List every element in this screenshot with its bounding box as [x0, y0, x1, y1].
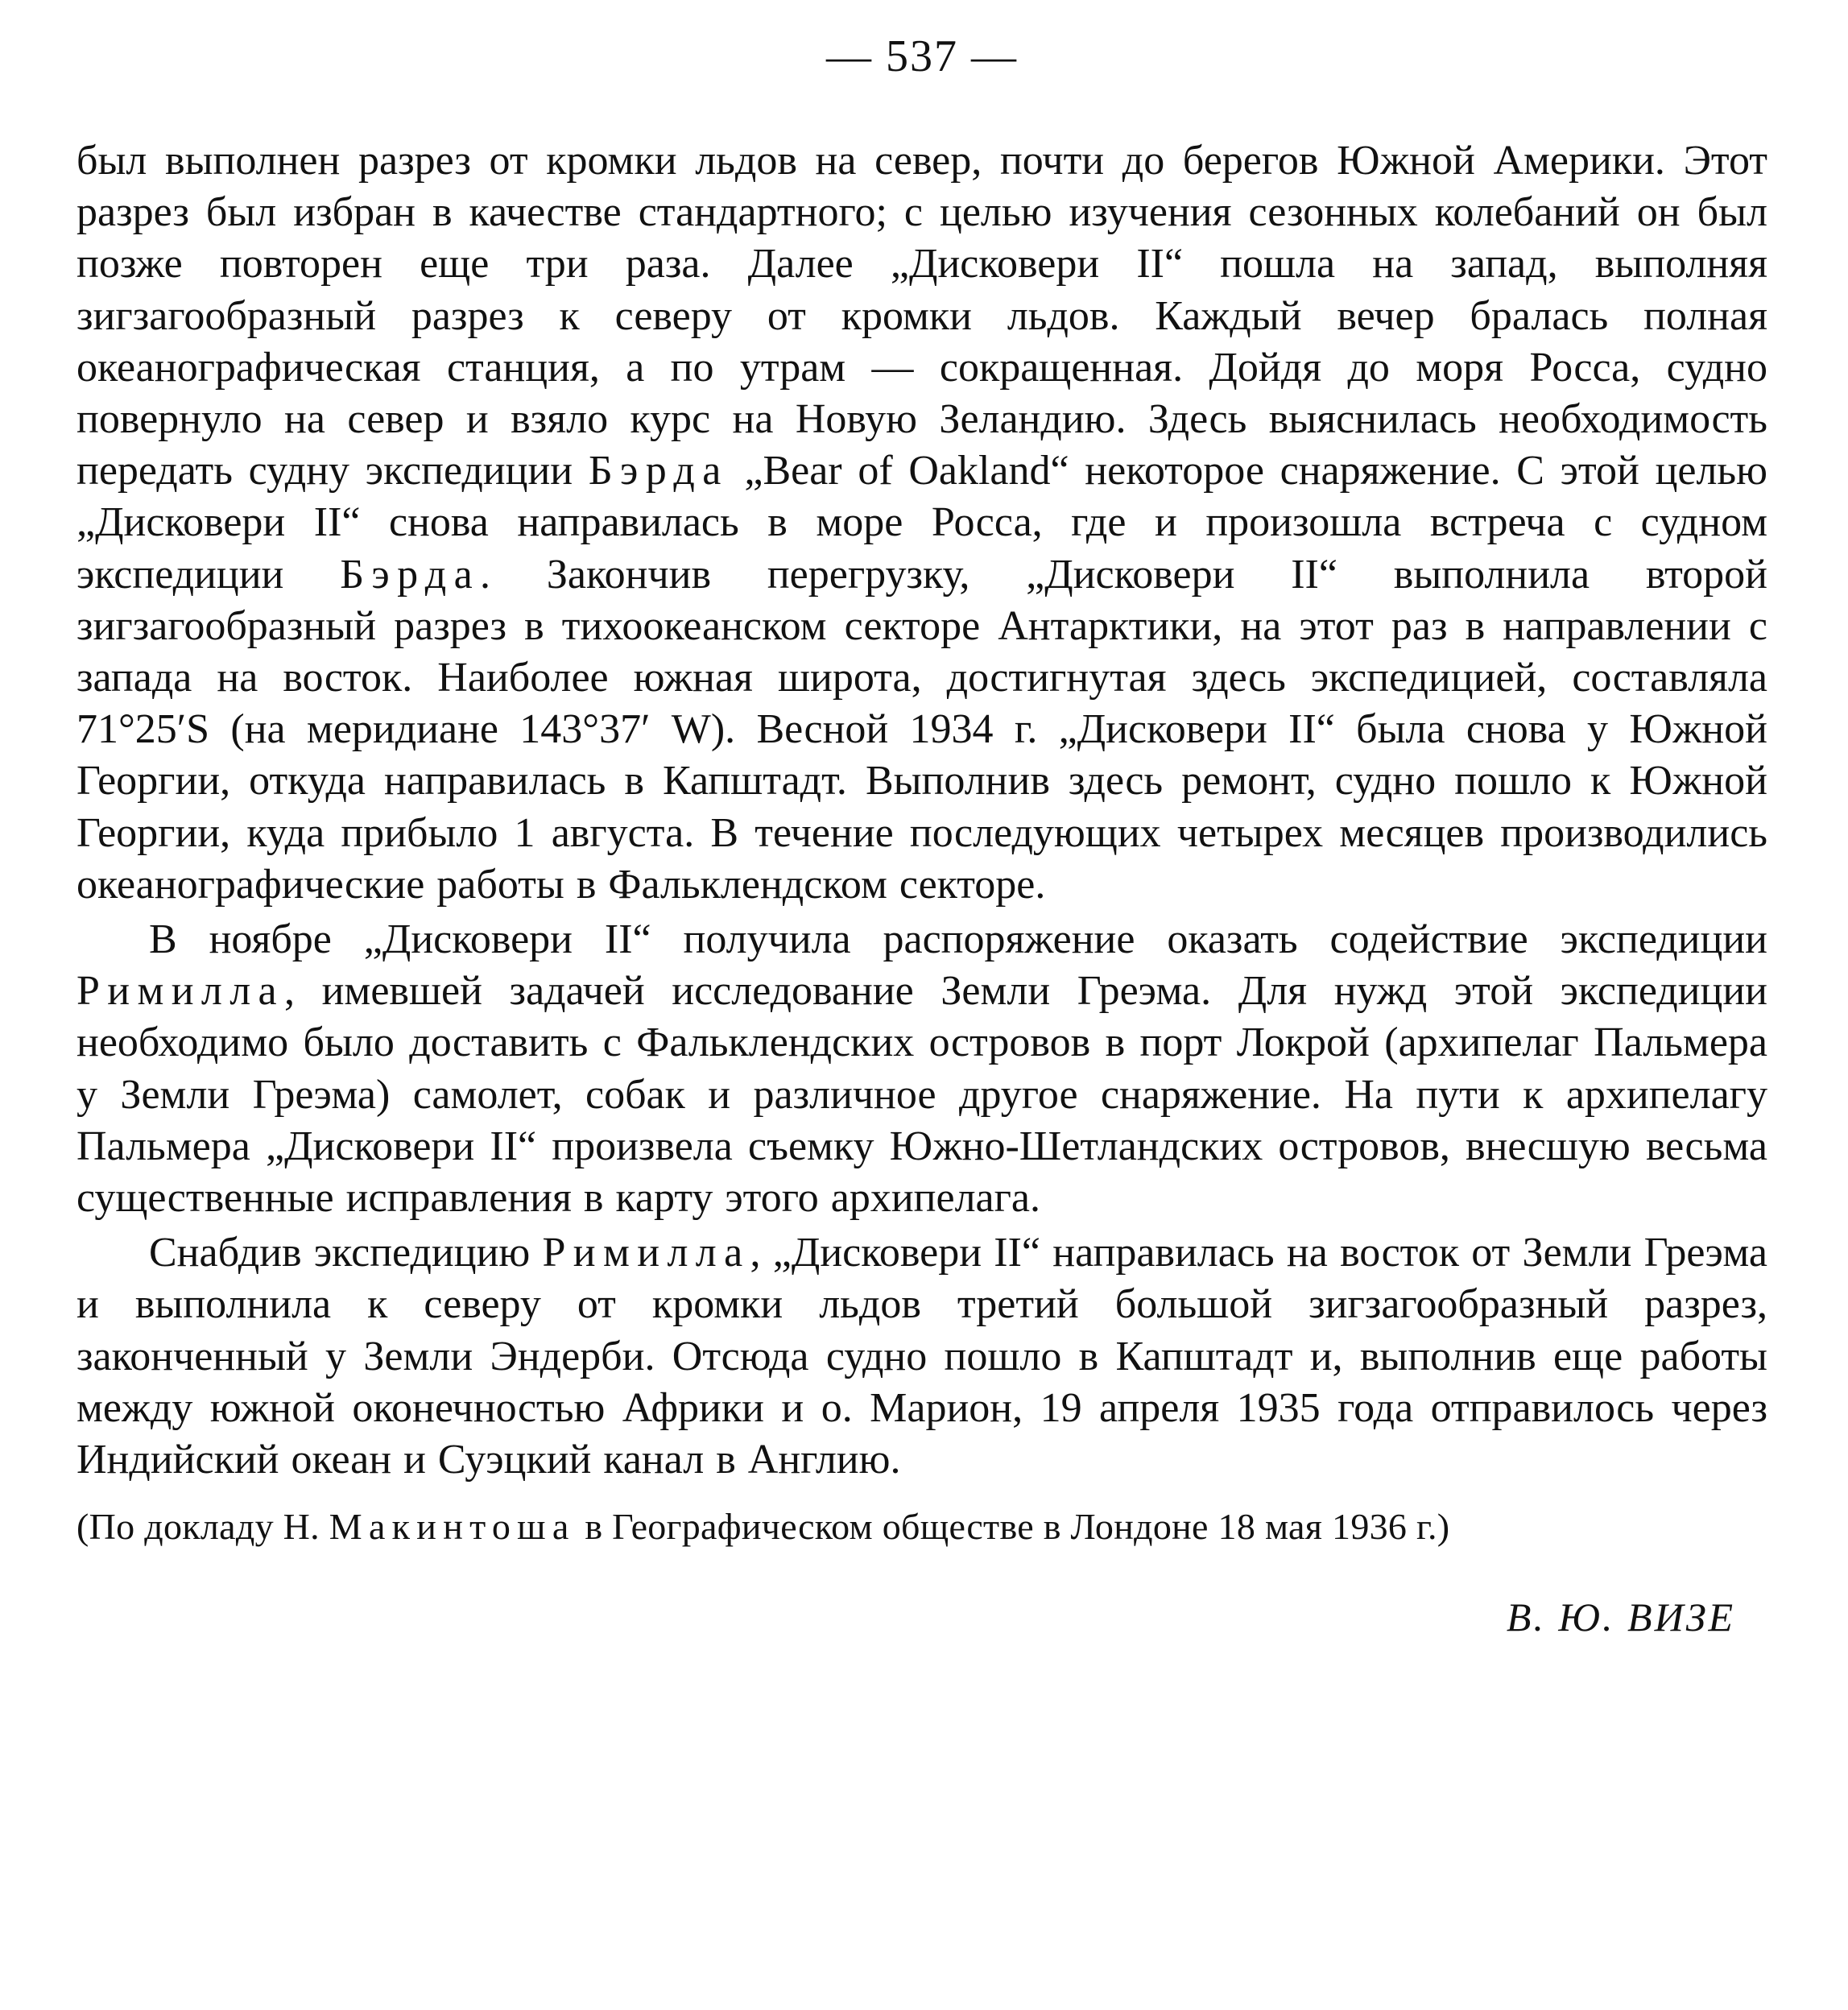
paragraph-2-text-b: , имевшей задачей исследование Земли Греэма. Для нужд этой экспедиции необходимо было доставить с Фальклендских островов в порт Локрой (архипелаг Пальмера у Земли Греэма) самолет, собак и различное другое снаряжение. На пути к архипелагу Пальмера „Дисковери II“ произвела съемку Южно-Шетландских островов, внесшую весьма существенные исправления в карту этого архипелага.: [76, 968, 1767, 1222]
spaced-name-rymill-1: Римилла: [76, 968, 284, 1015]
paragraph-1: [76, 135, 1767, 911]
spaced-name-rymill-2: Римилла: [542, 1230, 750, 1276]
paragraph-3-text-a: Снабдив экспедицию: [149, 1230, 543, 1276]
document-page: [76, 24, 1767, 1645]
spaced-name-byrd-2: Бэрда: [340, 551, 481, 598]
paragraph-2: [76, 914, 1767, 1224]
source-note-text-b: в Географическом обществе в Лондоне 18 мая 1936 г.): [575, 1506, 1450, 1548]
paragraph-3-text-b: , „Дисковери II“ направилась на восток от Земли Греэма и выполнила к северу от кромки льдов третий большой зигзагообразный разрез, законченный у Земли Эндерби. Отсюда судно пошло в Капштадт и, выполнив еще работы между южной оконечностью Африки и о. Марион, 19 апреля 1935 года отправилось через Индийский океан и Суэцкий канал в Англию.: [76, 1230, 1767, 1483]
source-note: [76, 1502, 1767, 1552]
page-number: — 537 —: [826, 31, 1018, 81]
spaced-name-mackintosh: Макинтоша: [329, 1506, 576, 1548]
paragraph-3: [76, 1227, 1767, 1486]
spaced-name-byrd-1: Бэрда: [588, 448, 729, 494]
paragraph-1-text-a: был выполнен разрез от кромки льдов на север, почти до берегов Южной Америки. Этот разрез был избран в качестве стандартного; с целью изучения сезонных колебаний он был позже повторен еще три раза. Далее „Дисковери II“ пошла на запад, выполняя зигзагообразный разрез к северу от кромки льдов. Каждый вечер бралась полная океанографическая станция, а по утрам — сокращенная. Дойдя до моря Росса, судно повернуло на север и взяло курс на Новую Зеландию. Здесь выяснилась необходимость передать судну экспедиции: [76, 138, 1767, 494]
paragraph-1-text-b: „Bear of Oakland“ некоторое снаряжение. С этой целью „Дисковери II“ снова направилась в море Росса, где и произошла встреча с судном экспедиции: [76, 448, 1767, 598]
author-signature: В. Ю. ВИЗЕ: [1506, 1594, 1735, 1640]
paragraph-2-text-a: В ноябре „Дисковери II“ получила распоряжение оказать содействие экспедиции: [149, 916, 1767, 963]
paragraph-1-text-c: . Закончив перегрузку, „Дисковери II“ выполнила второй зигзагообразный разрез в тихоокеанском секторе Антарктики, на этот раз в направлении с запада на восток. Наиболее южная широта, достигнутая здесь экспедицией, составляла 71°25′S (на меридиане 143°37′ W). Весной 1934 г. „Дисковери II“ была снова у Южной Георгии, откуда направилась в Капштадт. Выполнив здесь ремонт, судно пошло к Южной Георгии, куда прибыло 1 августа. В течение последующих четырех месяцев производились океанографические работы в Фальклендском секторе.: [76, 551, 1768, 908]
source-note-text-a: (По докладу Н.: [76, 1506, 329, 1548]
